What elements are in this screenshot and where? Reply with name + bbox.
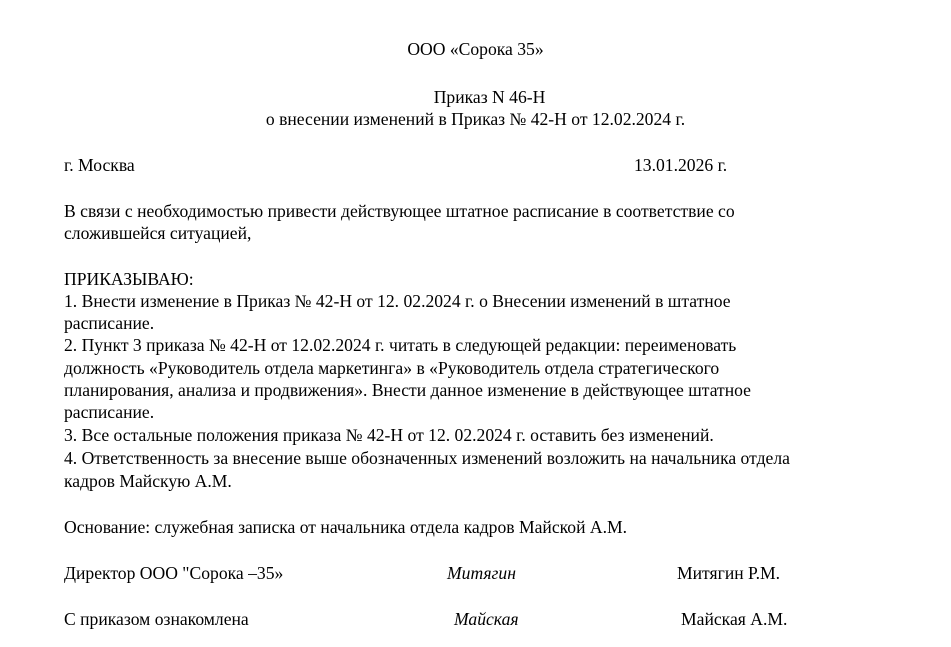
acknowledged-role: С приказом ознакомлена xyxy=(64,609,249,629)
item-2-line-4: расписание. xyxy=(64,402,155,422)
item-2-line-2: должность «Руководитель отдела маркетинга» в «Руководитель отдела стратегического xyxy=(64,358,720,378)
item-2-line-3: планирования, анализа и продвижения». Внести данное изменение в действующее штатное xyxy=(64,380,751,400)
company-name: ООО «Сорока 35» xyxy=(407,39,544,59)
item-3-line-1: 3. Все остальные положения приказа № 42-Н от 12. 02.2024 г. оставить без изменений. xyxy=(64,425,714,445)
order-subject: о внесении изменений в Приказ № 42-Н от 12.02.2024 г. xyxy=(265,109,686,129)
item-2-line-1: 2. Пункт 3 приказа № 42-Н от 12.02.2024 г. читать в следующей редакции: переименовать xyxy=(64,335,737,355)
director-role: Директор ООО "Сорока –35» xyxy=(64,563,284,583)
order-title: Приказ N 46-Н xyxy=(433,87,546,107)
director-name: Митягин Р.М. xyxy=(677,563,781,583)
item-1-line-2: расписание. xyxy=(64,313,155,333)
order-date: 13.01.2026 г. xyxy=(634,155,728,175)
item-4-line-1: 4. Ответственность за внесение выше обозначенных изменений возложить на начальника отдела xyxy=(64,448,790,468)
acknowledged-name: Майская А.М. xyxy=(681,609,788,629)
preamble-line-1: В связи с необходимостью привести действующее штатное расписание в соответствие со xyxy=(64,201,735,221)
city: г. Москва xyxy=(64,155,135,175)
preamble-line-2: сложившейся ситуацией, xyxy=(64,223,252,243)
director-signature: Митягин xyxy=(447,563,516,583)
acknowledged-signature: Майская xyxy=(454,609,519,629)
item-1-line-1: 1. Внести изменение в Приказ № 42-Н от 12. 02.2024 г. о Внесении изменений в штатное xyxy=(64,291,731,311)
order-word: ПРИКАЗЫВАЮ: xyxy=(64,269,194,289)
basis-line: Основание: служебная записка от начальника отдела кадров Майской А.М. xyxy=(64,517,628,537)
item-4-line-2: кадров Майскую А.М. xyxy=(64,471,232,491)
